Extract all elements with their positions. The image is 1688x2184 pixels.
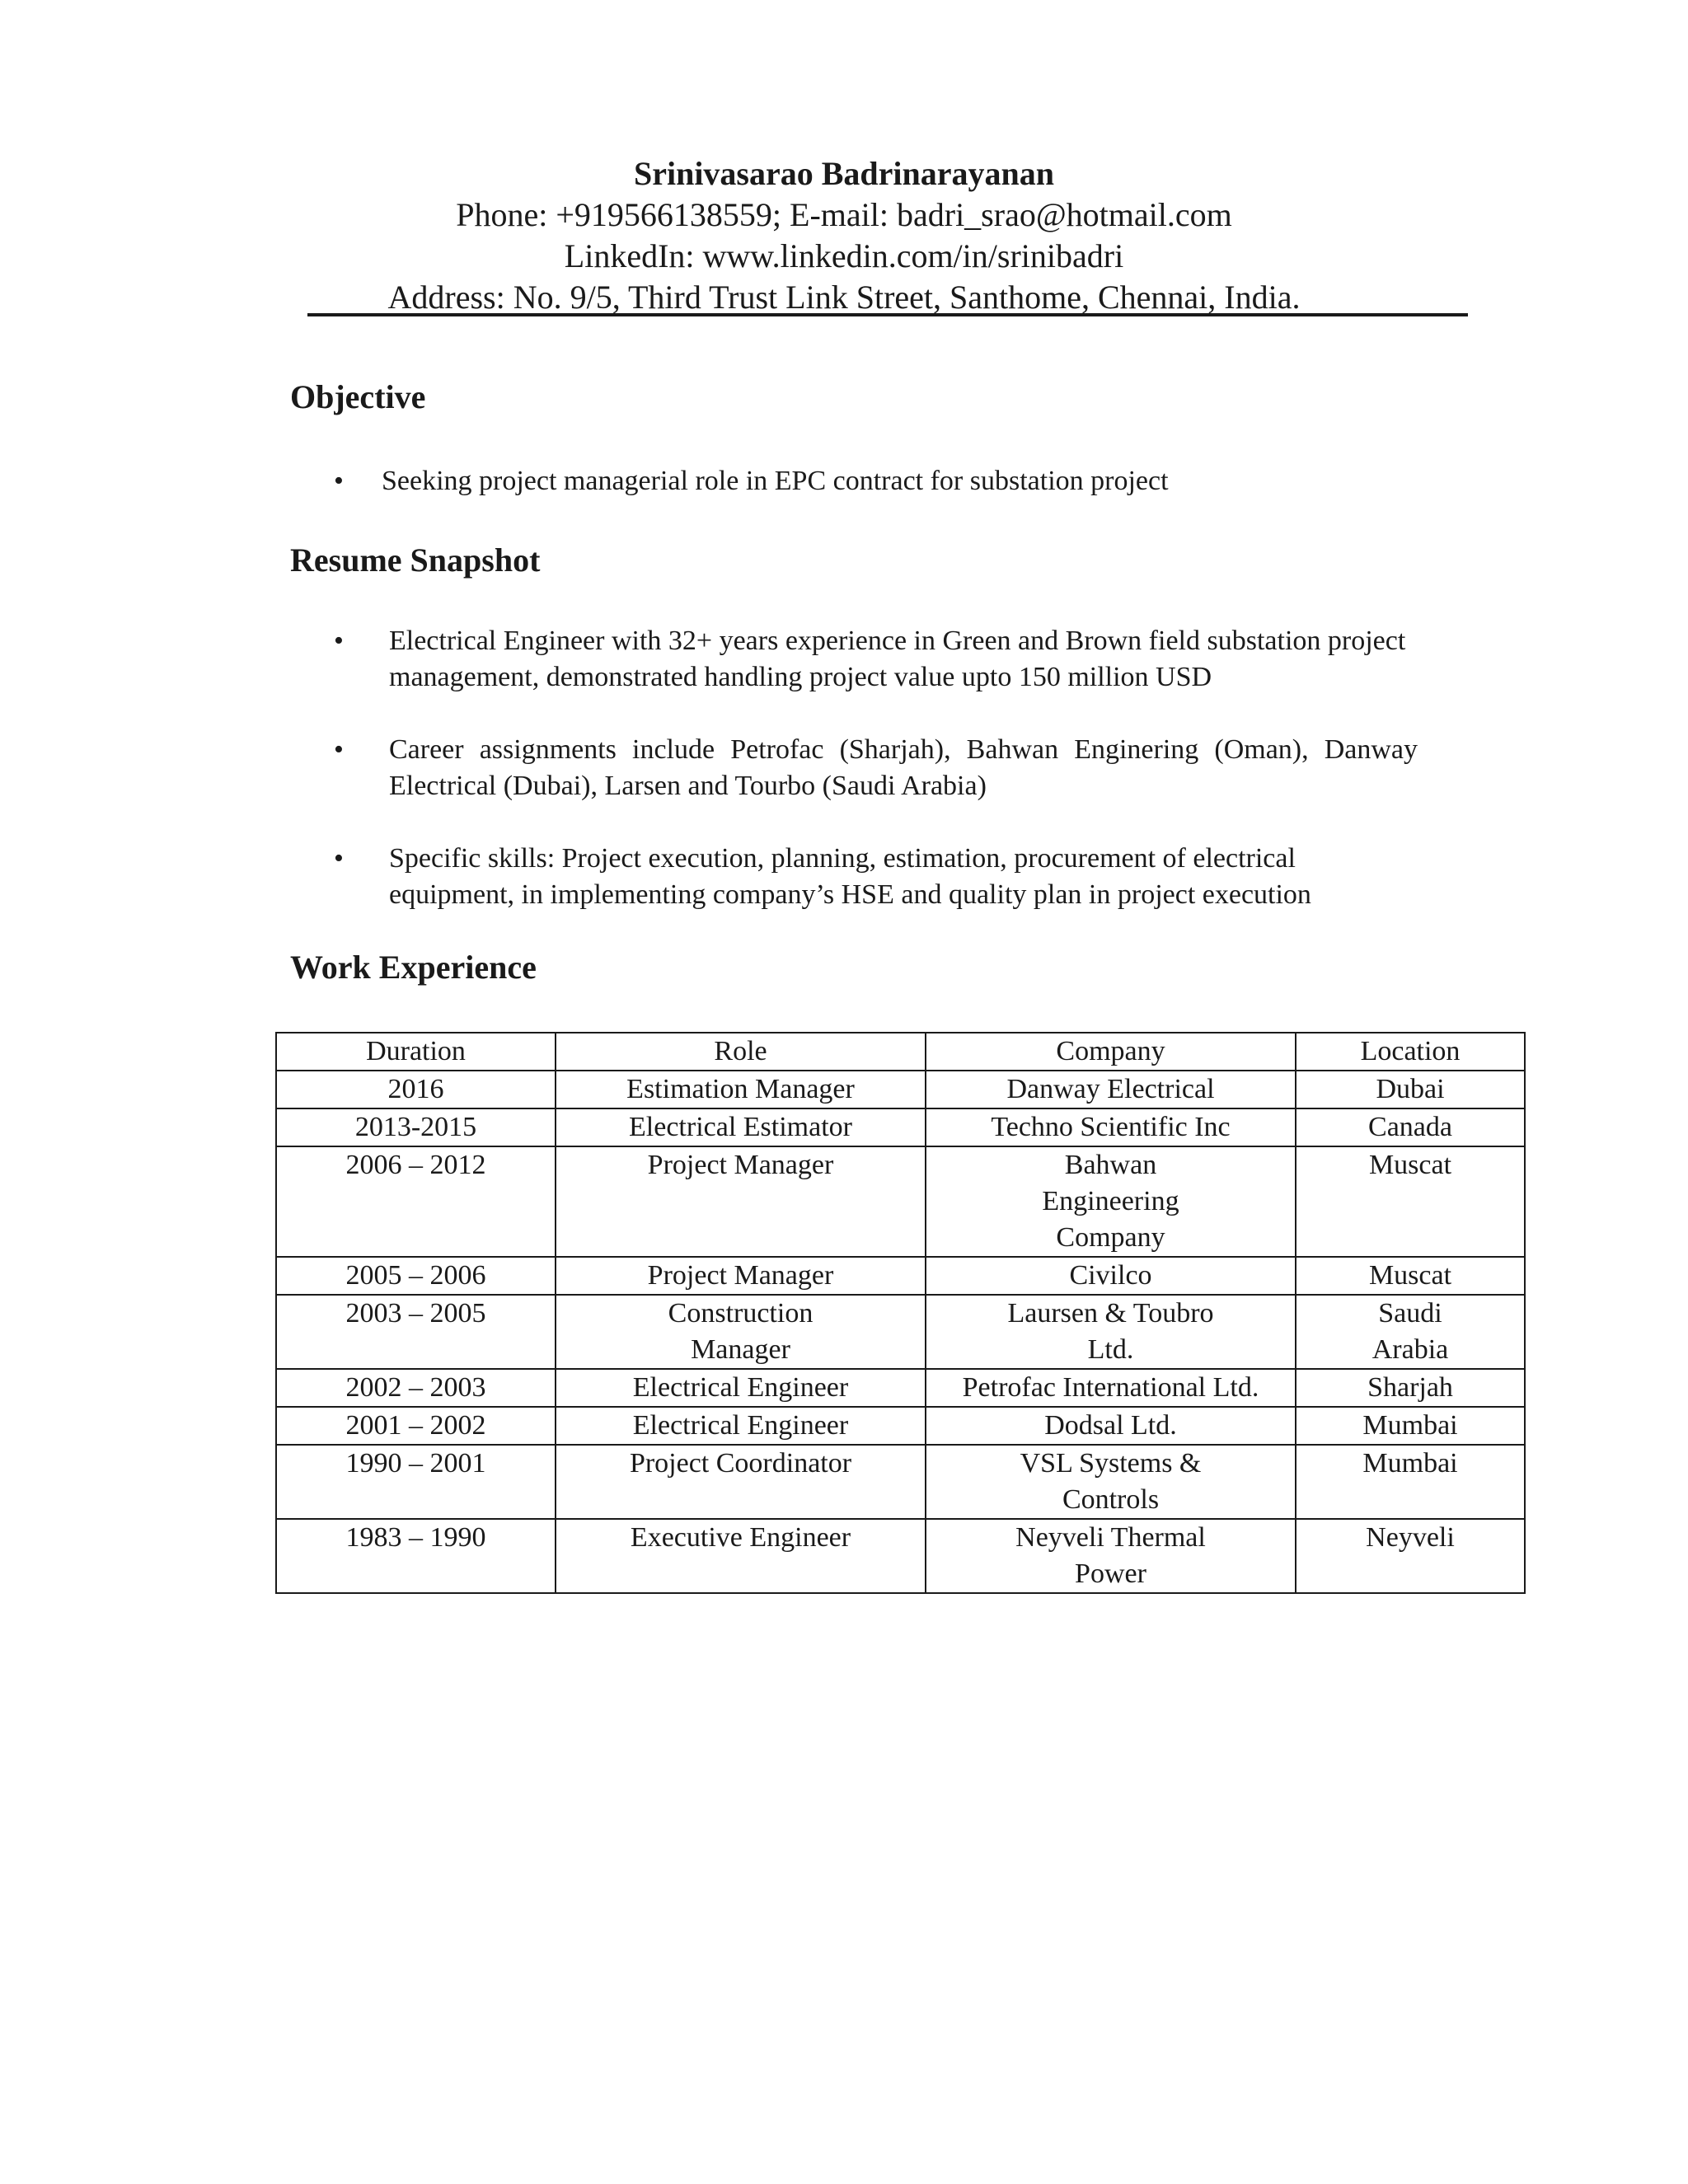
table-row bbox=[276, 1369, 1525, 1407]
table-header-row bbox=[276, 1033, 1525, 1071]
duration-cell: 2005 – 2006 bbox=[276, 1257, 556, 1295]
resume-header bbox=[0, 153, 1688, 318]
company-cell: VSL Systems & Controls bbox=[926, 1445, 1296, 1519]
header-company: Company bbox=[926, 1033, 1296, 1071]
duration-cell: 2003 – 2005 bbox=[276, 1295, 556, 1369]
company-cell: Neyveli Thermal Power bbox=[926, 1519, 1296, 1593]
role-cell: Electrical Engineer bbox=[556, 1369, 926, 1407]
duration-cell: 2002 – 2003 bbox=[276, 1369, 556, 1407]
snapshot-item-1: Electrical Engineer with 32+ years experience in Green and Brown field substation project management, demonstrated handling project value upto 150 million USD bbox=[389, 626, 1406, 692]
duration-cell: 2016 bbox=[276, 1071, 556, 1108]
contact-line: Phone: +919566138559; E-mail: badri_srao@hotmail.com bbox=[456, 196, 1232, 233]
duration-cell: 2013-2015 bbox=[276, 1108, 556, 1146]
objective-title: Objective bbox=[290, 378, 426, 415]
bullet-icon: • bbox=[334, 843, 344, 874]
objective-item: Seeking project managerial role in EPC contract for substation project bbox=[382, 466, 1169, 496]
role-cell: Project Manager bbox=[556, 1146, 926, 1257]
candidate-name: Srinivasarao Badrinarayanan bbox=[633, 155, 1055, 192]
table-row bbox=[276, 1445, 1525, 1519]
header-location: Location bbox=[1296, 1033, 1525, 1071]
linkedin-line: LinkedIn: www.linkedin.com/in/srinibadri bbox=[564, 237, 1124, 274]
table-row bbox=[276, 1407, 1525, 1445]
snapshot-item-3: Specific skills: Project execution, planning, estimation, procurement of electrical equipment, in implementing company’s HSE and quality plan in project execution bbox=[389, 843, 1311, 910]
work-experience-title: Work Experience bbox=[290, 949, 537, 986]
table-row bbox=[276, 1071, 1525, 1108]
duration-cell: 2006 – 2012 bbox=[276, 1146, 556, 1257]
bullet-icon: • bbox=[334, 466, 344, 496]
duration-cell: 1983 – 1990 bbox=[276, 1519, 556, 1593]
role-cell: Project Manager bbox=[556, 1257, 926, 1295]
location-cell: Neyveli bbox=[1296, 1519, 1525, 1593]
location-cell: Muscat bbox=[1296, 1146, 1525, 1257]
location-cell: Sharjah bbox=[1296, 1369, 1525, 1407]
company-cell: Danway Electrical bbox=[926, 1071, 1296, 1108]
company-cell: Laursen & Toubro Ltd. bbox=[926, 1295, 1296, 1369]
table-row bbox=[276, 1257, 1525, 1295]
role-cell: Electrical Engineer bbox=[556, 1407, 926, 1445]
address-line: Address: No. 9/5, Third Trust Link Street, Santhome, Chennai, India. bbox=[387, 279, 1301, 316]
company-cell: Techno Scientific Inc bbox=[926, 1108, 1296, 1146]
role-cell: Electrical Estimator bbox=[556, 1108, 926, 1146]
role-cell: Executive Engineer bbox=[556, 1519, 926, 1593]
role-cell: Project Coordinator bbox=[556, 1445, 926, 1519]
company-cell: Civilco bbox=[926, 1257, 1296, 1295]
company-cell: Petrofac International Ltd. bbox=[926, 1369, 1296, 1407]
location-cell: Canada bbox=[1296, 1108, 1525, 1146]
header-duration: Duration bbox=[276, 1033, 556, 1071]
header-role: Role bbox=[556, 1033, 926, 1071]
location-cell: Mumbai bbox=[1296, 1445, 1525, 1519]
location-cell: Saudi Arabia bbox=[1296, 1295, 1525, 1369]
header-divider bbox=[307, 313, 1468, 316]
role-cell: Construction Manager bbox=[556, 1295, 926, 1369]
work-experience-table bbox=[275, 1032, 1526, 1594]
table-row bbox=[276, 1295, 1525, 1369]
table-row bbox=[276, 1108, 1525, 1146]
location-cell: Dubai bbox=[1296, 1071, 1525, 1108]
location-cell: Mumbai bbox=[1296, 1407, 1525, 1445]
table-row bbox=[276, 1519, 1525, 1593]
company-cell: Bahwan Engineering Company bbox=[926, 1146, 1296, 1257]
company-cell: Dodsal Ltd. bbox=[926, 1407, 1296, 1445]
table-row bbox=[276, 1146, 1525, 1257]
bullet-icon: • bbox=[334, 734, 344, 765]
duration-cell: 1990 – 2001 bbox=[276, 1445, 556, 1519]
snapshot-title: Resume Snapshot bbox=[290, 541, 541, 579]
role-cell: Estimation Manager bbox=[556, 1071, 926, 1108]
bullet-icon: • bbox=[334, 626, 344, 656]
duration-cell: 2001 – 2002 bbox=[276, 1407, 556, 1445]
location-cell: Muscat bbox=[1296, 1257, 1525, 1295]
snapshot-item-2: Career assignments include Petrofac (Sharjah), Bahwan Enginering (Oman), Danway Electrical (Dubai), Larsen and Tourbo (Saudi Arabia) bbox=[389, 734, 1418, 801]
